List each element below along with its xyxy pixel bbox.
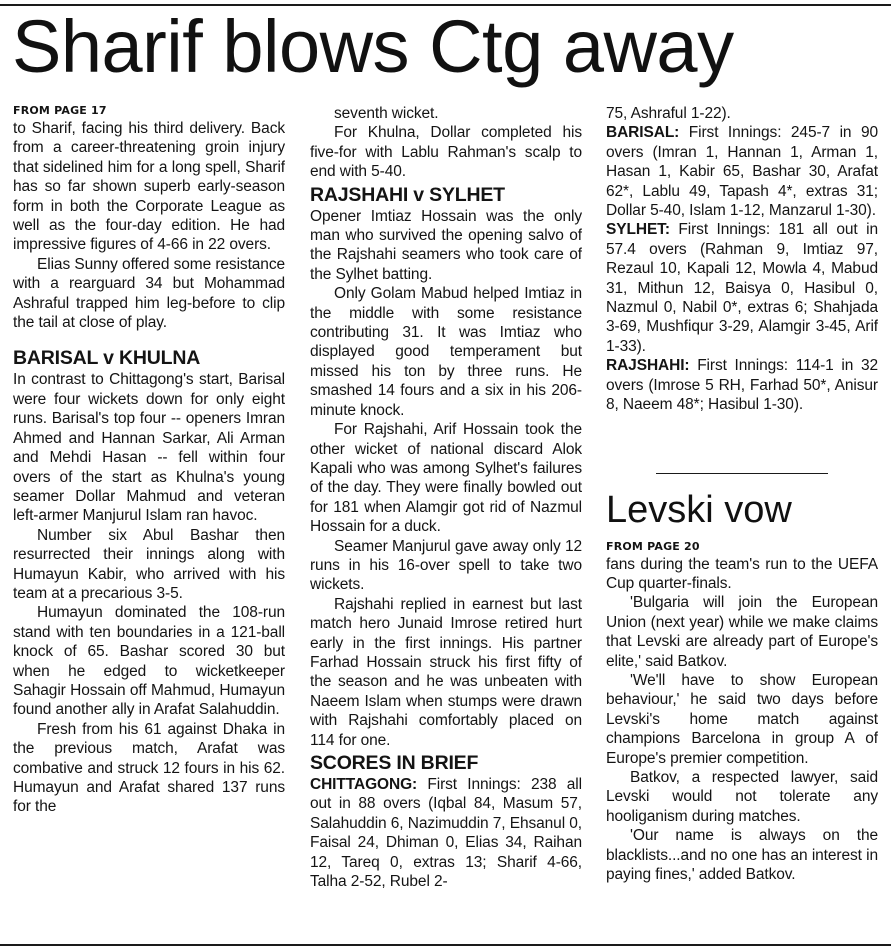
- paragraph: Elias Sunny offered some resistance with a rearguard 34 but Mohammad Ashraful trapped him leg-before to clip the tail at close of play.: [13, 255, 285, 332]
- score-label-rajshahi: RAJSHAHI:: [606, 357, 690, 375]
- score-label-chittagong: CHITTAGONG:: [310, 776, 418, 793]
- section-separator: [656, 473, 828, 474]
- score-label-sylhet: SYLHET:: [606, 221, 670, 239]
- paragraph: to Sharif, facing his third delivery. Back from a career-threatening groin injury that sidelined him for a long spell, Sharif has so far shown superb early-season form in both the Corporate League as well as the four-day edition. He had impressive figures of 4-66 in 22 overs.: [13, 120, 285, 254]
- subheading-barisal-khulna: BARISAL v KHULNA: [13, 347, 201, 370]
- score-text-barisal: First Innings: 245-7 in 90 overs (Imran 1, Hannan 1, Arman 1, Hasan 1, Kabir 65, Bashar 30, Arafat 62*, Lablu 49, Tapash 4*, extras 31; Dollar 5-40, Islam 1-12, Manzarul 1-30).: [606, 124, 878, 220]
- paragraph: 'Bulgaria will join the European Union (next year) while we make claims that Levski are already part of Europe's elite,' said Batkov.: [606, 594, 878, 670]
- column-2: [310, 104, 582, 940]
- paragraph: For Khulna, Dollar completed his five-for with Lablu Rahman's scalp to end with 5-40.: [310, 124, 582, 181]
- score-text-rajshahi: First Innings: 114-1 in 32 overs (Imrose 5 RH, Farhad 50*, Anisur 8, Naeem 48*; Hasibul 1-30).: [606, 357, 878, 414]
- paragraph: Number six Abul Bashar then resurrected their innings along with Humayun Kabir, who arrived with his team at a precarious 3-5.: [13, 526, 285, 602]
- from-page-label: FROM PAGE 17: [13, 104, 107, 117]
- score-text-sylhet: First Innings: 181 all out in 57.4 overs (Rahman 9, Imtiaz 97, Rezaul 10, Kapali 12, Mowla 4, Mabud 31, Mithun 12, Baisya 0, Hasibul 0, Nazmul 0, Nabil 0*, extras 6; Shahjada 3-69, Mushfiqur 3-29, Alamgir 3-45, Arif 1-33).: [606, 221, 878, 355]
- paragraph: fans during the team's run to the UEFA Cup quarter-finals.: [606, 555, 878, 592]
- paragraph: 'We'll have to show European behaviour,' he said two days before Levski's home match against champions Barcelona in group A of Europe's premier competition.: [606, 671, 878, 767]
- paragraph: seventh wicket.: [334, 105, 439, 122]
- paragraph: 75, Ashraful 1-22).: [606, 105, 731, 122]
- paragraph: Rajshahi replied in earnest but last match hero Junaid Imrose retired hurt early in the first innings. His partner Farhad Hossain struck his first fifty of the season and he was unbeaten with Naeem Islam when stumps were drawn with Rajshahi comfortably placed on 114 for one.: [310, 595, 582, 749]
- paragraph: Fresh from his 61 against Dhaka in the previous match, Arafat was combative and struck 12 fours in his 62. Humayun and Arafat shared 137 runs for the: [13, 720, 285, 816]
- paragraph: Only Golam Mabud helped Imtiaz in the middle with some resistance contributing 31. It was Imtiaz who displayed good temperament but missed his ton by three runs. He smashed 14 fours and a six in his 206-minute knock.: [310, 285, 582, 419]
- paragraph: Seamer Manjurul gave away only 12 runs in his 16-over spell to take two wickets.: [310, 537, 582, 594]
- from-page-label: FROM PAGE 20: [606, 539, 700, 553]
- subheading-rajshahi-sylhet: RAJSHAHI v SYLHET: [310, 183, 505, 206]
- score-chittagong: [310, 775, 582, 891]
- score-text-chittagong: First Innings: 238 all out in 88 overs (Iqbal 84, Masum 57, Salahuddin 6, Nazimuddin 7, Ehsanul 0, Faisal 24, Dhiman 0, Elias 34, Raihan 12, Tareq 0, extras 13; Sharif 4-66, Talha 2-52, Rubel 2-: [310, 776, 582, 891]
- paragraph: In contrast to Chittagong's start, Barisal were four wickets down for only eight runs. Barisal's top four -- openers Imran Ahmed and Hannan Sarkar, Ali Arman and Mehdi Hasan -- fell within four overs of the start as Khulna's young seamer Dollar Mahmud and veteran left-armer Manjurul Islam ran havoc.: [13, 371, 285, 525]
- score-sylhet: [606, 220, 878, 356]
- paragraph: Opener Imtiaz Hossain was the only man who survived the opening salvo of the Rajshahi seamers who took care of the Sylhet batting.: [310, 207, 582, 283]
- column-1: [13, 104, 285, 940]
- paragraph: Humayun dominated the 108-run stand with ten boundaries in a 121-ball knock of 65. Bashar scored 30 but when he edged to wicketkeeper Sahagir Hossain off Mahmud, Humayun found another ally in Arafat Salahuddin.: [13, 604, 285, 719]
- subheading-scores-in-brief: SCORES IN BRIEF: [310, 752, 479, 774]
- article-headline-levski: Levski vow: [606, 488, 792, 531]
- column-3: [606, 104, 878, 940]
- score-label-barisal: BARISAL:: [606, 124, 680, 142]
- paragraph: 'Our name is always on the blacklists...and no one has an interest in paying fines,' added Batkov.: [606, 827, 878, 883]
- paragraph: For Rajshahi, Arif Hossain took the other wicket of national discard Alok Kapali who was among Sylhet's failures of the day. They were finally bowled out for 181 when Alamgir got rid of Nazmul Hossain for a duck.: [310, 421, 582, 536]
- bottom-rule: [0, 944, 891, 946]
- headline: Sharif blows Ctg away: [12, 5, 734, 88]
- score-barisal: [606, 123, 878, 220]
- score-rajshahi: [606, 356, 878, 414]
- paragraph: Batkov, a respected lawyer, said Levski would not tolerate any hooliganism during matches.: [606, 768, 878, 825]
